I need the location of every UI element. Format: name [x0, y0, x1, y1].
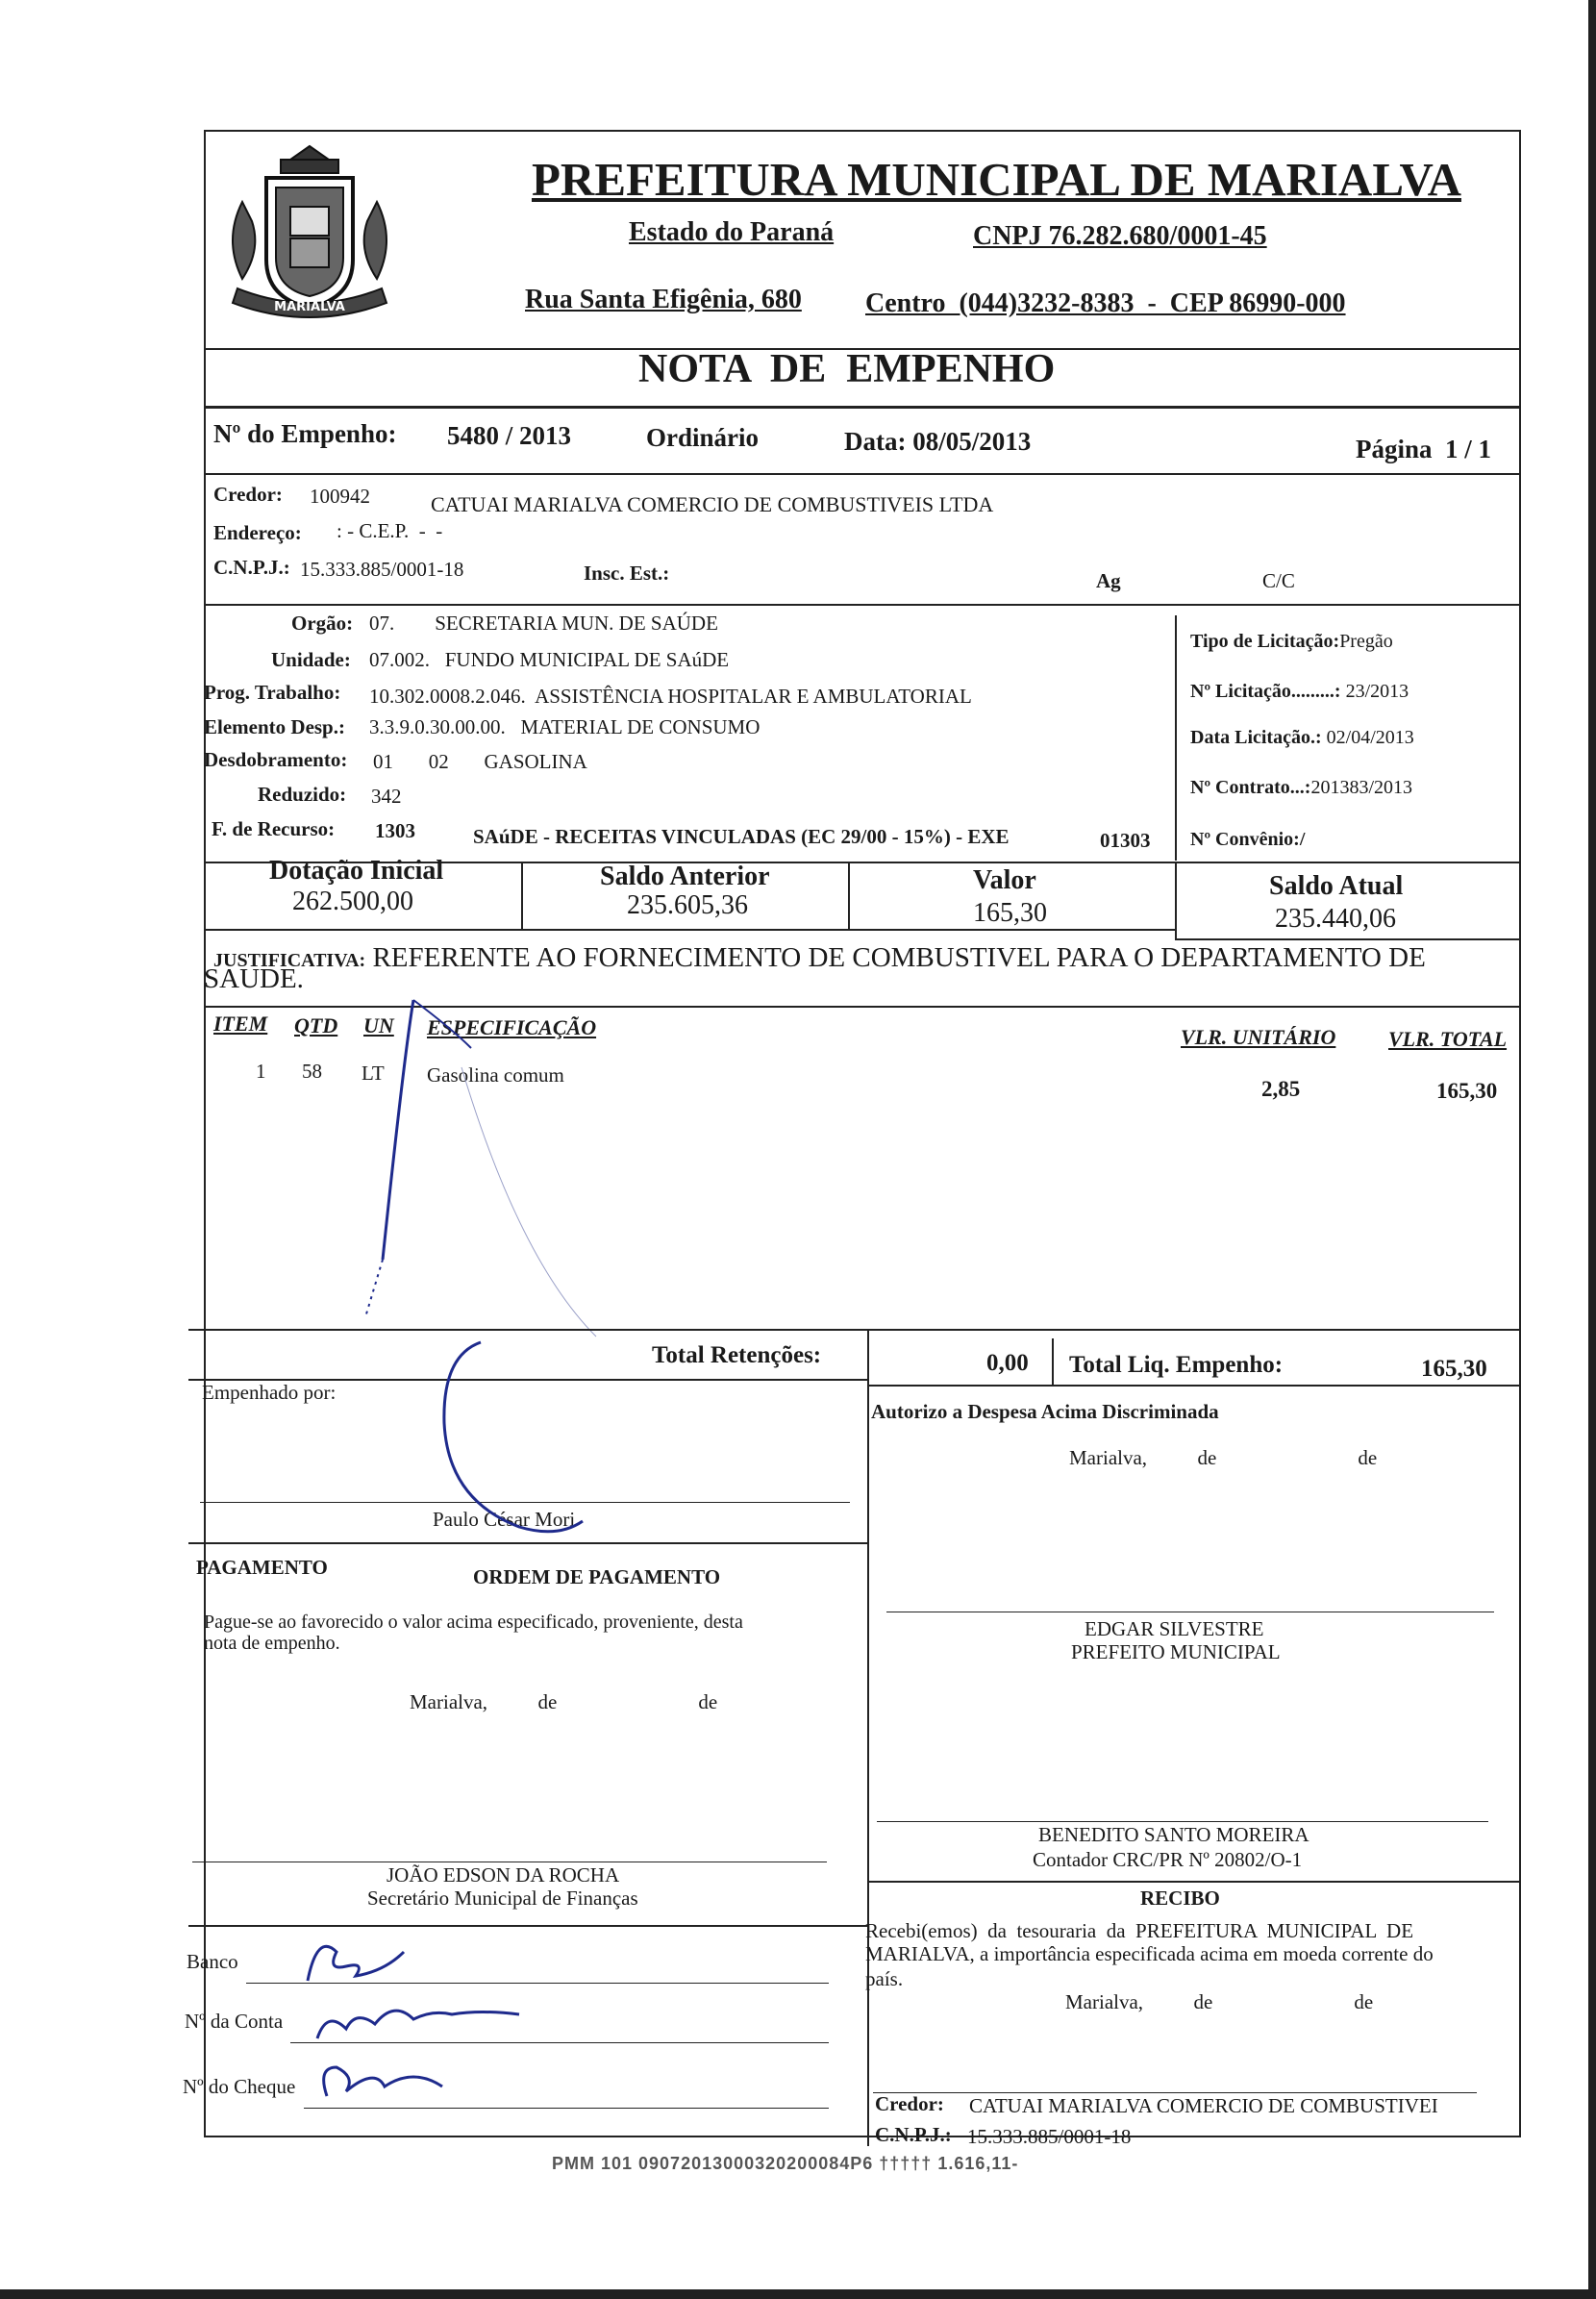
orgao-label: Orgão:: [291, 612, 354, 635]
autorizo-signer: EDGAR SILVESTRE: [1085, 1617, 1264, 1640]
elem-label: Elemento Desp.:: [204, 715, 345, 738]
row-un: LT: [362, 1062, 385, 1085]
dotacao-inicial-value: 262.500,00: [292, 887, 413, 916]
footer-code: PMM 101 09072013000320200084P6 ††††† 1.616,11-: [552, 2154, 1019, 2173]
crest-text: MARIALVA: [274, 300, 345, 314]
handwriting-mark: [288, 1923, 577, 2115]
licit-data-label: [1190, 727, 1414, 749]
licit-contrato-label: [1190, 777, 1412, 799]
recurso-desc: SAúDE - RECEITAS VINCULADAS (EC 29/00 - 15%) - EXE: [473, 825, 1010, 848]
licit-num-label: [1190, 681, 1409, 703]
reduzido-label: Reduzido:: [258, 783, 347, 806]
row-total: 165,30: [1436, 1079, 1498, 1103]
recibo-cnpj: 15.333.885/0001-18: [967, 2125, 1132, 2148]
autorizo-role: PREFEITO MUNICIPAL: [1071, 1640, 1281, 1663]
crest: [213, 135, 406, 337]
credor-label: Credor:: [213, 483, 283, 506]
empenhado-signer: Paulo César Mori: [433, 1508, 576, 1531]
signature-mark: [423, 1337, 615, 1548]
doc-title: NOTA DE EMPENHO: [638, 347, 1056, 391]
valor-value: 165,30: [973, 898, 1047, 928]
pagamento-label: PAGAMENTO: [196, 1556, 328, 1579]
recurso-code: 1303: [375, 819, 415, 842]
col-espec: ESPECIFICAÇÃO: [427, 1015, 597, 1039]
saldo-anterior-value: 235.605,36: [627, 890, 748, 920]
row-unit: 2,85: [1261, 1077, 1301, 1101]
desdob-label: Desdobramento:: [204, 748, 348, 771]
valor-label: Valor: [973, 865, 1036, 895]
divider: [188, 1329, 1521, 1331]
conta-label: Nº da Conta: [185, 2010, 284, 2033]
banco-label: Banco: [187, 1950, 238, 1973]
ordem-label: ORDEM DE PAGAMENTO: [473, 1565, 721, 1588]
divider: [204, 604, 1521, 606]
empenho-label: Nº do Empenho:: [213, 419, 397, 448]
liq-value: 165,30: [1421, 1356, 1487, 1382]
pagamento-place: Marialva, de de: [410, 1690, 718, 1713]
liq-label: Total Liq. Empenho:: [1069, 1352, 1284, 1378]
cc-label: C/C: [1262, 569, 1295, 592]
recibo-label: RECIBO: [1140, 1887, 1220, 1910]
autorizo-label: Autorizo a Despesa Acima Discriminada: [871, 1400, 1219, 1423]
divider: [867, 1329, 869, 1385]
row-espec: Gasolina comum: [427, 1063, 564, 1087]
recibo-text-2: MARIALVA, a importância especificada acima em moeda corrente do: [865, 1942, 1434, 1965]
scan-bottom: [0, 2289, 1596, 2299]
cnpj-label: C.N.P.J.:: [213, 556, 290, 579]
pagamento-text-2: nota de empenho.: [204, 1633, 340, 1654]
pagamento-text-1: Pague-se ao favorecido o valor acima especificado, proveniente, desta: [204, 1612, 743, 1633]
licit-data-value: 02/04/2013: [1321, 727, 1414, 748]
reduzido-value: 342: [371, 785, 402, 808]
prog-value: 10.302.0008.2.046. ASSISTÊNCIA HOSPITALAR E AMBULATORIAL: [369, 685, 972, 708]
recurso-label: F. de Recurso:: [212, 817, 336, 840]
divider: [867, 1385, 869, 2146]
header-district-phone: Centro (044)3232-8383 - CEP 86990-000: [865, 288, 1346, 318]
divider: [848, 862, 850, 929]
unidade-label: Unidade:: [271, 648, 351, 671]
cheque-label: Nº do Cheque: [183, 2075, 296, 2098]
recibo-cnpj-label: C.N.P.J.:: [875, 2123, 952, 2146]
empenho-type: Ordinário: [646, 423, 760, 452]
divider: [1175, 615, 1177, 861]
divider: [204, 929, 1175, 931]
empenho-page: Página 1 / 1: [1356, 435, 1492, 463]
licit-tipo-label: [1190, 631, 1393, 653]
recibo-place: Marialva, de de: [1065, 1990, 1374, 2013]
recibo-credor-label: Credor:: [875, 2092, 944, 2115]
divider: [867, 1881, 1521, 1883]
autorizo-place: Marialva, de de: [1069, 1446, 1378, 1469]
licit-data: Data Licitação.:: [1190, 727, 1322, 748]
divider: [1052, 1338, 1054, 1385]
divider: [867, 1385, 1521, 1387]
credor-name: CATUAI MARIALVA COMERCIO DE COMBUSTIVEIS LTDA: [431, 492, 994, 516]
credor-code: 100942: [310, 485, 370, 508]
elem-value: 3.3.9.0.30.00.00. MATERIAL DE CONSUMO: [369, 715, 761, 738]
licit-num-value: 23/2013: [1340, 681, 1409, 702]
empenho-date: Data: 08/05/2013: [844, 427, 1032, 456]
recurso-num: 01303: [1100, 829, 1151, 852]
justificativa-label: JUSTIFICATIVA:: [213, 950, 366, 971]
licit-contrato: Nº Contrato...:: [1190, 777, 1311, 798]
scan-edge: [1588, 0, 1596, 2299]
recibo-text-1: Recebi(emos) da tesouraria da PREFEITURA MUNICIPAL DE: [865, 1919, 1414, 1942]
justificativa: [213, 942, 1426, 974]
header-state: Estado do Paraná: [629, 217, 835, 247]
contador-signer: BENEDITO SANTO MOREIRA: [1038, 1823, 1309, 1846]
col-unit: VLR. UNITÁRIO: [1181, 1025, 1336, 1049]
empenhado-label: Empenhado por:: [202, 1381, 337, 1404]
signature-line: [873, 2092, 1477, 2093]
desdob-value: 01 02 GASOLINA: [373, 750, 587, 773]
address-label: Endereço:: [213, 521, 302, 544]
justificativa-text: REFERENTE AO FORNECIMENTO DE COMBUSTIVEL PARA O DEPARTAMENTO DE: [372, 942, 1426, 973]
divider: [204, 473, 1521, 475]
insc-label: Insc. Est.:: [584, 562, 670, 585]
col-qtd: QTD: [294, 1013, 338, 1037]
retencoes-label: Total Retenções:: [652, 1342, 822, 1368]
justificativa-text-2: SAUDE.: [204, 963, 304, 994]
signature-line: [877, 1821, 1488, 1822]
header-street: Rua Santa Efigênia, 680: [525, 285, 802, 314]
licit-tipo-value: Pregão: [1339, 631, 1393, 652]
unidade-value: 07.002. FUNDO MUNICIPAL DE SAúDE: [369, 648, 730, 671]
col-un: UN: [363, 1013, 394, 1037]
licit-contrato-value: 201383/2013: [1310, 777, 1413, 798]
cnpj-value: 15.333.885/0001-18: [300, 558, 464, 581]
row-qtd: 58: [302, 1060, 322, 1083]
pagamento-signer: JOÃO EDSON DA ROCHA: [387, 1863, 620, 1887]
header-cnpj: CNPJ 76.282.680/0001-45: [973, 221, 1267, 251]
contador-role: Contador CRC/PR Nº 20802/O-1: [1033, 1848, 1303, 1871]
divider: [1175, 938, 1521, 940]
divider: [204, 406, 1521, 409]
divider: [1175, 862, 1177, 938]
saldo-atual-value: 235.440,06: [1275, 904, 1396, 934]
prog-label: Prog. Trabalho:: [204, 681, 341, 704]
row-item: 1: [256, 1060, 266, 1083]
header-title: PREFEITURA MUNICIPAL DE MARIALVA: [532, 153, 1461, 206]
dotacao-inicial-label: Dotação Inicial: [269, 856, 444, 886]
divider: [521, 862, 523, 929]
recibo-credor: CATUAI MARIALVA COMERCIO DE COMBUSTIVEI: [969, 2094, 1438, 2117]
address-value: : - C.E.P. - -: [337, 519, 443, 542]
divider: [188, 1542, 867, 1544]
retencoes-value: 0,00: [986, 1350, 1029, 1376]
col-item: ITEM: [213, 1012, 268, 1036]
licit-num: Nº Licitação.........:: [1190, 681, 1341, 702]
ag-label: Ag: [1096, 569, 1121, 592]
saldo-atual-label: Saldo Atual: [1269, 871, 1404, 901]
recibo-text-3: país.: [865, 1967, 904, 1990]
licit-tipo: Tipo de Licitação:: [1190, 631, 1340, 652]
empenho-number: 5480 / 2013: [447, 421, 572, 450]
pagamento-role: Secretário Municipal de Finanças: [367, 1887, 638, 1910]
col-total: VLR. TOTAL: [1388, 1027, 1508, 1051]
orgao-value: 07. SECRETARIA MUN. DE SAÚDE: [369, 612, 718, 635]
licit-convenio: Nº Convênio:/: [1190, 829, 1306, 850]
saldo-anterior-label: Saldo Anterior: [600, 862, 770, 891]
